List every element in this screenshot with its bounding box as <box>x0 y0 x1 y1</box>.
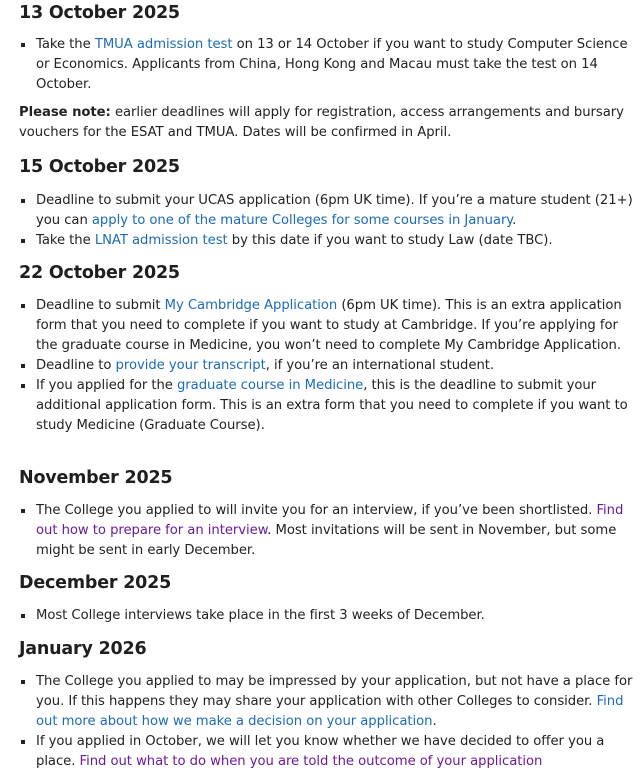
decision-link[interactable]: Find out more about how we make a decision on your application <box>36 694 624 729</box>
list-item: Most College interviews take place in the first 3 weeks of December. <box>19 606 638 626</box>
section-heading: 15 October 2025 <box>19 157 180 177</box>
section-heading: November 2025 <box>19 468 173 488</box>
list-item: Deadline to submit My Cambridge Application (6pm UK time). This is an extra application form that you need to complete if you want to study at Cambridge. If you’re applying for the graduate course in Medicine, you won’t need to complete My Cambridge Application. <box>19 296 638 356</box>
section-22-october <box>19 262 644 284</box>
my-cambridge-application-link[interactable]: My Cambridge Application <box>164 298 338 313</box>
section-list <box>19 672 644 772</box>
provide-transcript-link[interactable]: provide your transcript <box>115 358 266 373</box>
section-heading: January 2026 <box>19 639 147 659</box>
section-heading: December 2025 <box>19 573 172 593</box>
mature-colleges-link[interactable]: apply to one of the mature Colleges for some courses in January <box>91 213 513 228</box>
list-item: Deadline to submit your UCAS application (6pm UK time). If you’re a mature student (21+) you can apply to one of the mature Colleges for some courses in January. <box>19 191 638 231</box>
list-item: Take the TMUA admission test on 13 or 14 October if you want to study Computer Science or Economics. Applicants from China, Hong Kong and Macau must take the test on 14 October. <box>19 35 638 95</box>
section-january <box>19 638 644 660</box>
please-note: Please note: earlier deadlines will apply for registration, access arrangements and bursary vouchers for the ESAT and TMUA. Dates will be confirmed in April. <box>19 105 624 140</box>
list-item: If you applied for the graduate course in Medicine, this is the deadline to submit your additional application form. This is an extra form that you need to complete if you want to study Medicine (Graduate Course). <box>19 376 638 436</box>
section-heading: 13 October 2025 <box>19 3 180 23</box>
list-item: Deadline to provide your transcript, if you’re an international student. <box>19 356 638 376</box>
section-december <box>19 572 644 594</box>
list-item: The College you applied to may be impressed by your application, but not have a place for you. If this happens they may share your application with other Colleges to consider. Find out more about how we make a decision on your application. <box>19 672 638 732</box>
list-item: The College you applied to will invite you for an interview, if you’ve been shortlisted. Find out how to prepare for an interview. Most invitations will be sent in November, but some might be sent in early December. <box>19 501 638 561</box>
section-list <box>19 501 644 561</box>
prepare-interview-link[interactable]: Find out how to prepare for an interview <box>36 503 624 538</box>
section-list <box>19 191 644 251</box>
list-item: If you applied in October, we will let you know whether we have decided to offer you a place. Find out what to do when you are told the outcome of your application <box>19 732 638 772</box>
lnat-link[interactable]: LNAT admission test <box>94 233 228 248</box>
section-heading: 22 October 2025 <box>19 263 180 283</box>
section-list <box>19 606 644 626</box>
list-item: Take the LNAT admission test by this date if you want to study Law (date TBC). <box>19 231 638 251</box>
graduate-medicine-link[interactable]: graduate course in Medicine <box>176 378 364 393</box>
section-list <box>19 35 644 95</box>
section-november <box>19 467 644 489</box>
outcome-link[interactable]: Find out what to do when you are told the outcome of your application <box>79 754 543 769</box>
tmua-link[interactable]: TMUA admission test <box>94 37 233 52</box>
section-list <box>19 296 644 436</box>
section-13-october <box>19 2 644 24</box>
section-15-october <box>19 156 644 178</box>
